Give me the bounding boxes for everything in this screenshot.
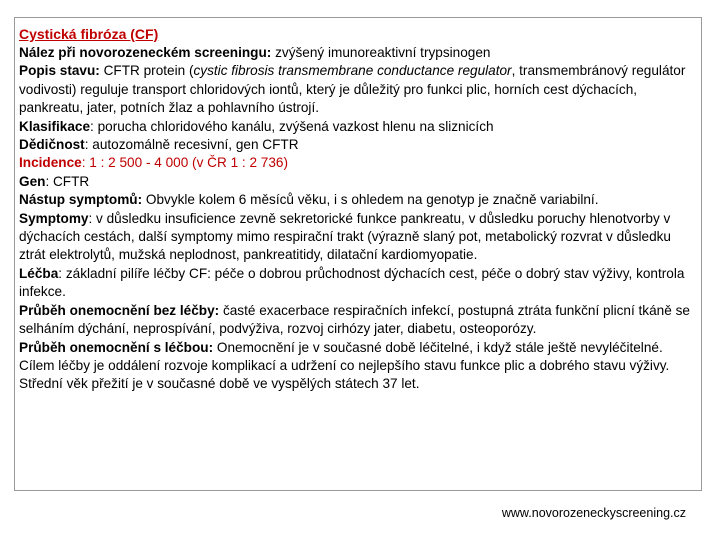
description-text-after: , transmembránový regulátor vodivosti) reguluje transport chloridových iontů, který je důležitý pro funkci plic, horních cest dýchacích, pankreatu, jater, potních žlaz a pohlavního ústrojí.: [19, 63, 686, 116]
finding-label: Nález při novorozeneckém screeningu:: [19, 45, 272, 60]
symptoms-paragraph: [19, 210, 697, 265]
gene-label: Gen: [19, 173, 46, 189]
course-untreated-label: Průběh onemocnění bez léčby:: [19, 302, 220, 318]
course-untreated-text: časté exacerbace respiračních infekcí, postupná ztráta funkční plicní tkáně se selháním dýchání, neprospívání, podvýživa, rozvoj cirhózy jater, diabetu, osteoporózy.: [19, 302, 690, 337]
description-paragraph: [19, 62, 697, 117]
classification-label: Klasifikace: [19, 118, 91, 134]
course-treated-label: Průběh onemocnění s léčbou:: [19, 339, 214, 355]
finding-text: zvýšený imunoreaktivní trypsinogen: [271, 45, 491, 60]
description-text-before: CFTR protein (: [99, 63, 194, 79]
onset-paragraph: [19, 191, 697, 209]
inheritance-label: Dědičnost: [19, 137, 85, 153]
incidence-label: Incidence: [19, 155, 82, 171]
page-title: Cystická fibróza (CF): [19, 26, 159, 42]
classification-paragraph: [19, 118, 697, 136]
treatment-label: Léčba: [19, 265, 59, 281]
course-treated-paragraph: [19, 339, 697, 394]
description-italic: cystic fibrosis transmembrane conductance regulator: [193, 63, 512, 79]
treatment-paragraph: [19, 265, 697, 302]
inheritance-text: : autozomálně recesivní, gen CFTR: [84, 137, 299, 153]
course-untreated-paragraph: [19, 302, 697, 339]
onset-label: Nástup symptomů:: [19, 192, 143, 208]
symptoms-text: : v důsledku insuficience zevně sekretorické funkce pankreatu, v důsledku poruchy hlenotvorby v dýchacích cestách, další symptomy mimo respirační trakt (výrazně slaný pot, metabolický rozvrat v důsledku ztrát elektrolytů, mužská neplodnost, pankreatitidy, dilatační kardiomyopatie.: [19, 210, 671, 263]
onset-text: Obvykle kolem 6 měsíců věku, i s ohledem na genotyp je značně variabilní.: [142, 192, 599, 208]
finding-paragraph: [19, 44, 697, 62]
description-label: Popis stavu:: [19, 63, 100, 79]
incidence-text: : 1 : 2 500 - 4 000 (v ČR 1 : 2 736): [81, 155, 289, 171]
symptoms-label: Symptomy: [19, 210, 89, 226]
inheritance-paragraph: [19, 136, 697, 154]
incidence-paragraph: [19, 154, 697, 172]
source-url: www.novorozeneckyscreening.cz: [501, 506, 686, 520]
gene-text: : CFTR: [45, 173, 90, 189]
treatment-text: : základní pilíře léčby CF: péče o dobrou průchodnost dýchacích cest, péče o dobrý stav výživy, kontrola infekce.: [19, 265, 685, 300]
document-body: [19, 25, 697, 394]
classification-text: : porucha chloridového kanálu, zvýšená vazkost hlenu na sliznicích: [90, 118, 494, 134]
gene-paragraph: [19, 173, 697, 191]
course-treated-text: Onemocnění je v současné době léčitelné, i když stále ještě nevyléčitelné. Cílem léčby je oddálení rozvoje komplikací a udržení co nejlepšího stavu funkce plic a dobrého stavu výživy. Střední věk přežití je v současné době ve vyspělých státech 37 let.: [19, 339, 670, 392]
